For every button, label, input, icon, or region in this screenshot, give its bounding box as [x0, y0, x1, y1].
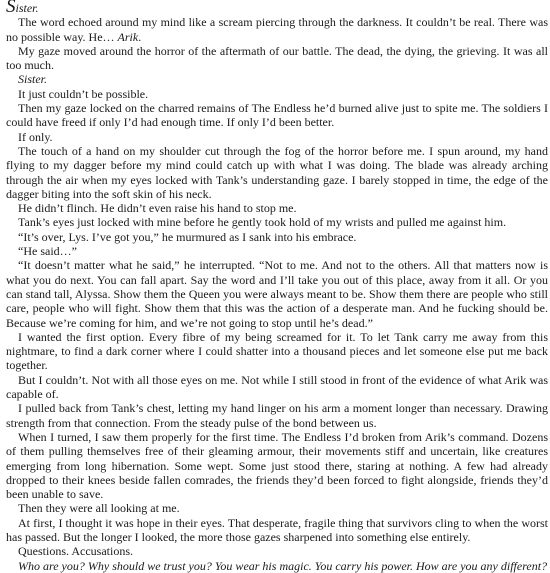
body-text	[6, 15, 548, 573]
paragraph	[6, 501, 548, 515]
text-run: The word echoed around my mind like a scream piercing through the darkness. It couldn’t be real. There was no possible way. He…	[6, 15, 548, 44]
text-run: I wanted the first option. Every fibre of my being screamed for it. To let Tank carry me away from this nightmare, to find a dark corner where I could shatter into a thousand pieces and let someone else put me back together.	[6, 329, 548, 373]
text-run: It just couldn’t be possible.	[18, 86, 149, 101]
paragraph	[6, 244, 548, 258]
italic-text: Sister.	[18, 72, 48, 87]
paragraph	[6, 87, 548, 101]
paragraph	[6, 330, 548, 373]
text-run: “He said…”	[18, 244, 77, 259]
text-run: .	[138, 29, 142, 44]
paragraph	[6, 72, 548, 86]
paragraph	[6, 516, 548, 545]
paragraph	[6, 44, 548, 73]
text-run: I pulled back from Tank’s chest, letting my hand linger on his arm a moment longer than necessary. Drawing strength from that connection. From the steady pulse of the bond between us.	[6, 401, 548, 430]
paragraph	[6, 130, 548, 144]
text-run: He didn’t flinch. He didn’t even raise his hand to stop me.	[18, 201, 297, 216]
paragraph	[6, 230, 548, 244]
paragraph	[6, 101, 548, 130]
paragraph	[6, 144, 548, 201]
text-run: At first, I thought it was hope in their eyes. That desperate, fragile thing that survivors cling to when the worst has passed. But the longer I looked, the more those gazes sharpened into something else entirely.	[6, 515, 548, 544]
opening-word: ister.	[15, 1, 39, 15]
paragraph	[6, 201, 548, 215]
paragraph	[6, 215, 548, 229]
text-run: But I couldn’t. Not with all those eyes on me. Not while I still stood in front of the evidence of what Arik was capable of.	[6, 372, 548, 402]
text-run: Then they were all looking at me.	[18, 501, 180, 516]
paragraph	[6, 559, 548, 573]
paragraph	[6, 15, 548, 44]
text-run: The touch of a hand on my shoulder cut through the fog of the horror before me. I spun around, my hand flying to my dagger before my mind could catch up with what I was doing. The blade was already arching through the air when my eyes locked with Tank’s understanding gaze. I barely stopped in time, the edge of the dagger biting into the soft skin of his neck.	[6, 143, 548, 201]
text-run: Then my gaze locked on the charred remains of The Endless he’d burned alive just to spite me. The soldiers I could have freed if only I’d had enough time. If only I’d been better.	[6, 101, 548, 130]
text-run: When I turned, I saw them properly for the first time. The Endless I’d broken from Arik’s command. Dozens of them pulling themselves free of their gleaming armour, their movements stiff and uncertain, like creatures emerging from long hibernation. Some wept. Some just stood there, staring at nothing. A few had already dropped to their knees beside fallen comrades, the friends they’d been forced to fight alongside, friends they’d been unable to save.	[6, 429, 548, 502]
text-run: “It doesn’t matter what he said,” he interrupted. “Not to me. And not to the others. All that matters now is what you do next. You can fall apart. Say the word and I’ll take you out of this place, away from it all. Or you can stand tall, Alyssa. Show them the Queen you were always meant to be. Show them there are people who still care, people who will fight. Show them that this was the action of a desperate man. And he fucking should be. Because we’re coming for him, and we’re not going to stop until he’s dead.”	[6, 258, 548, 330]
paragraph	[6, 544, 548, 558]
text-run: If only.	[18, 129, 53, 144]
paragraph	[6, 401, 548, 430]
paragraph	[6, 430, 548, 501]
italic-text: Who are you? Why should we trust you? You wear his magic. You carry his power. How are you any different?	[18, 558, 548, 573]
drop-cap: S	[6, 0, 16, 17]
text-run: My gaze moved around the horror of the aftermath of our battle. The dead, the dying, the grieving. It was all too much.	[6, 43, 548, 73]
paragraph	[6, 258, 548, 329]
italic-text: Arik	[117, 29, 139, 44]
text-run: Questions. Accusations.	[18, 544, 133, 559]
text-run: Tank’s eyes just locked with mine before he gently took hold of my wrists and pulled me against him.	[18, 215, 507, 230]
opening-line	[6, 0, 548, 15]
text-run: “It’s over, Lys. I’ve got you,” he murmured as I sank into his embrace.	[18, 229, 357, 244]
paragraph	[6, 373, 548, 402]
